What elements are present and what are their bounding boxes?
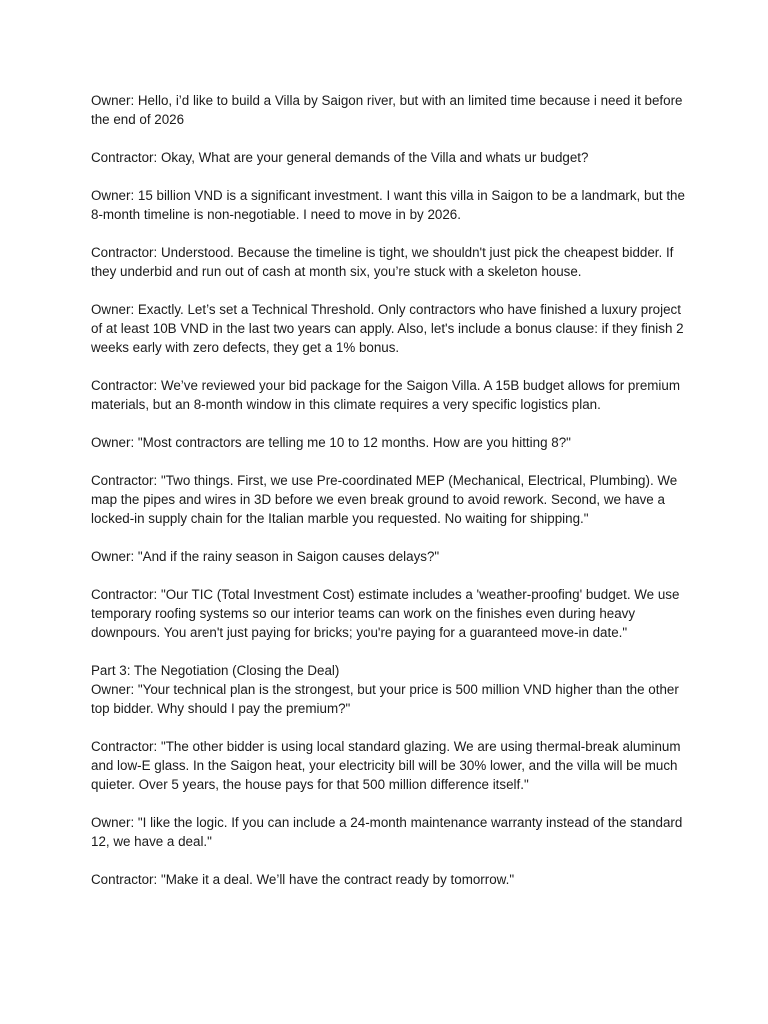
paragraph-owner-threshold: Owner: Exactly. Let’s set a Technical Threshold. Only contractors who have finished a luxury project of at least 10B VND in the last two years can apply. Also, let's include a bonus clause: if they finish 2 weeks early with zero defects, they get a 1% bonus. [91,302,684,355]
paragraph-owner-premium: Owner: "Your technical plan is the strongest, but your price is 500 million VND higher than the other top bidder. Why should I pay the premium?" [91,682,679,716]
paragraph-owner-budget: Owner: 15 billion VND is a significant investment. I want this villa in Saigon to be a landmark, but the 8-month timeline is non-negotiable. I need to move in by 2026. [91,188,685,222]
paragraph-contractor-budget-question: Contractor: Okay, What are your general demands of the Villa and whats ur budget? [91,150,589,165]
paragraph-contractor-mep: Contractor: "Two things. First, we use Pre-coordinated MEP (Mechanical, Electrical, Plumbing). We map the pipes and wires in 3D before we even break ground to avoid rework. Second, we have a locked-in supply chain for the Italian marble you requested. No waiting for shipping." [91,473,678,526]
paragraph-contractor-timeline: Contractor: Understood. Because the timeline is tight, we shouldn't just pick the cheapest bidder. If they underbid and run out of cash at month six, you’re stuck with a skeleton house. [91,245,674,279]
paragraph-owner-timeline-question: Owner: "Most contractors are telling me 10 to 12 months. How are you hitting 8?" [91,435,571,450]
paragraph-owner-rainy-season: Owner: "And if the rainy season in Saigon causes delays?" [91,549,440,564]
document-body [91,91,687,908]
section-heading-negotiation: Part 3: The Negotiation (Closing the Deal) [91,663,340,678]
paragraph-contractor-deal: Contractor: "Make it a deal. We’ll have the contract ready by tomorrow." [91,872,515,887]
paragraph-contractor-tic: Contractor: "Our TIC (Total Investment Cost) estimate includes a 'weather-proofing' budget. We use temporary roofing systems so our interior teams can work on the finishes even during heavy downpours. You aren't just paying for bricks; you're paying for a guaranteed move-in date." [91,587,680,640]
paragraph-owner-intro: Owner: Hello, i’d like to build a Villa by Saigon river, but with an limited time because i need it before the end of 2026 [91,93,683,127]
paragraph-contractor-glazing: Contractor: "The other bidder is using local standard glazing. We are using thermal-break aluminum and low-E glass. In the Saigon heat, your electricity bill will be 30% lower, and the villa will be much quieter. Over 5 years, the house pays for that 500 million difference itself." [91,739,681,792]
paragraph-owner-warranty: Owner: "I like the logic. If you can include a 24-month maintenance warranty instead of the standard 12, we have a deal." [91,815,683,849]
paragraph-contractor-bid-review: Contractor: We’ve reviewed your bid package for the Saigon Villa. A 15B budget allows for premium materials, but an 8-month window in this climate requires a very specific logistics plan. [91,378,681,412]
